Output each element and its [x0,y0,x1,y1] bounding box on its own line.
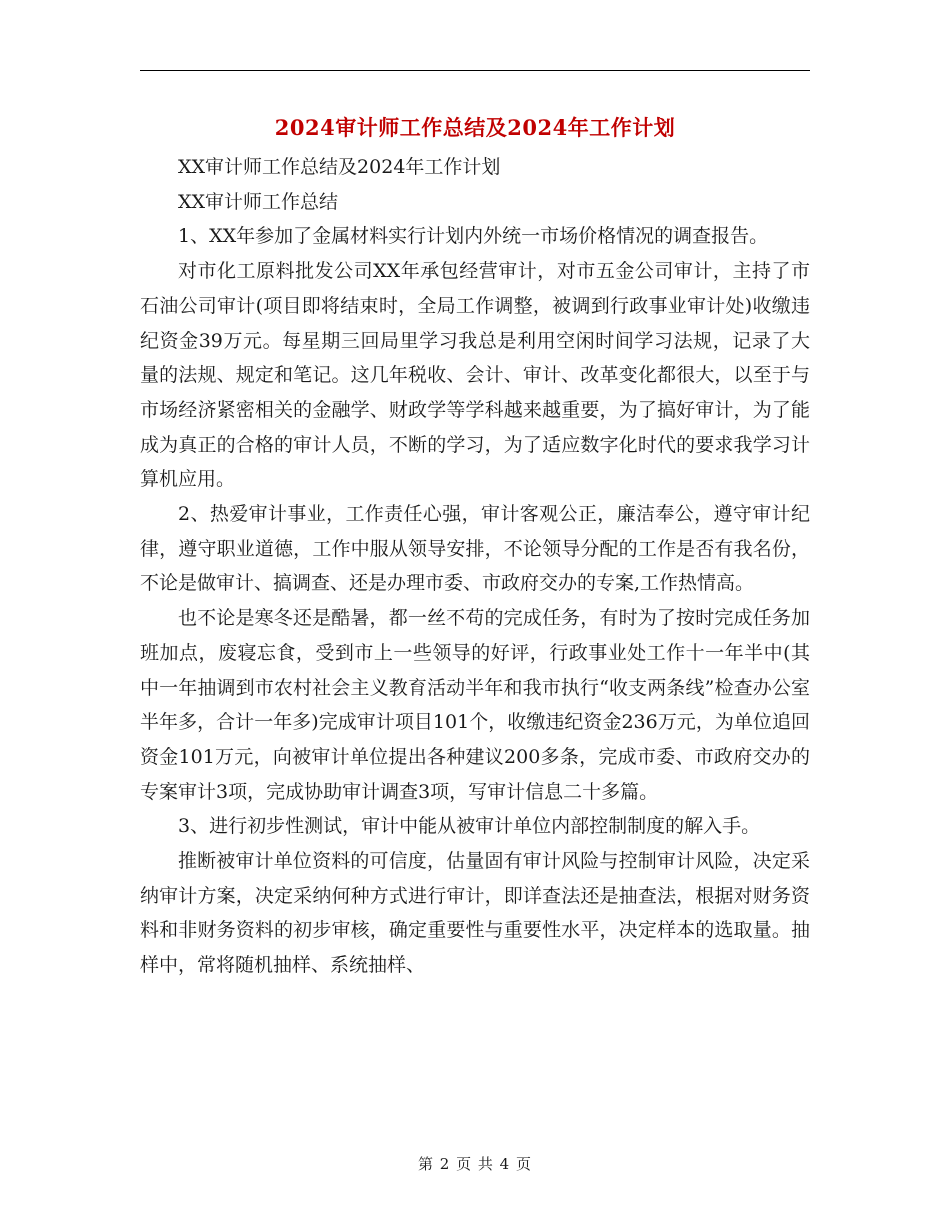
paragraph: 也不论是寒冬还是酷暑，都一丝不苟的完成任务，有时为了按时完成任务加班加点，废寝忘食，受到市上一些领导的好评，行政事业处工作十一年半中(其中一年抽调到市农村社会主义教育活动半年和我市执行“收支两条线”检查办公室半年多，合计一年多)完成审计项目101个，收缴违纪资金236万元，为单位追回资金101万元，向被审计单位提出各种建议200多条，完成市委、市政府交办的专案审计3项，完成协助审计调查3项，写审计信息二十多篇。 [140,607,810,803]
document-title: 2024审计师工作总结及2024年工作计划 [274,115,676,140]
paragraph: XX审计师工作总结及2024年工作计划 [178,156,501,178]
paragraph: 推断被审计单位资料的可信度，估量固有审计风险与控制审计风险，决定采纳审计方案，决定采纳何种方式进行审计，即详查法还是抽查法，根据对财务资料和非财务资料的初步审核，确定重要性与重要性水平，决定样本的选取量。抽样中，常将随机抽样、系统抽样、 [140,850,810,977]
paragraph: 3、进行初步性测试，审计中能从被审计单位内部控制制度的解入手。 [178,815,761,838]
paragraph: 2、热爱审计事业，工作责任心强，审计客观公正，廉洁奉公，遵守审计纪律，遵守职业道德，工作中服从领导安排，不论领导分配的工作是否有我名份，不论是做审计、搞调查、还是办理市委、市政府交办的专案,工作热情高。 [140,503,810,595]
paragraph: 1、XX年参加了金属材料实行计划内外统一市场价格情况的调查报告。 [178,225,769,248]
paragraph: 对市化工原料批发公司XX年承包经营审计，对市五金公司审计，主持了市石油公司审计(项目即将结束时，全局工作调整，被调到行政事业审计处)收缴违纪资金39万元。每星期三回局里学习我总是利用空闲时间学习法规，记录了大量的法规、规定和笔记。这几年税收、会计、审计、改革变化都很大，以至于与市场经济紧密相关的金融学、财政学等学科越来越重要，为了搞好审计，为了能成为真正的合格的审计人员，不断的学习，为了适应数字化时代的要求我学习计算机应用。 [140,260,810,491]
page-number: 第 2 页 共 4 页 [418,1155,532,1173]
document-body [140,150,810,983]
paragraph: XX审计师工作总结 [178,190,339,213]
header-rule [140,70,810,71]
